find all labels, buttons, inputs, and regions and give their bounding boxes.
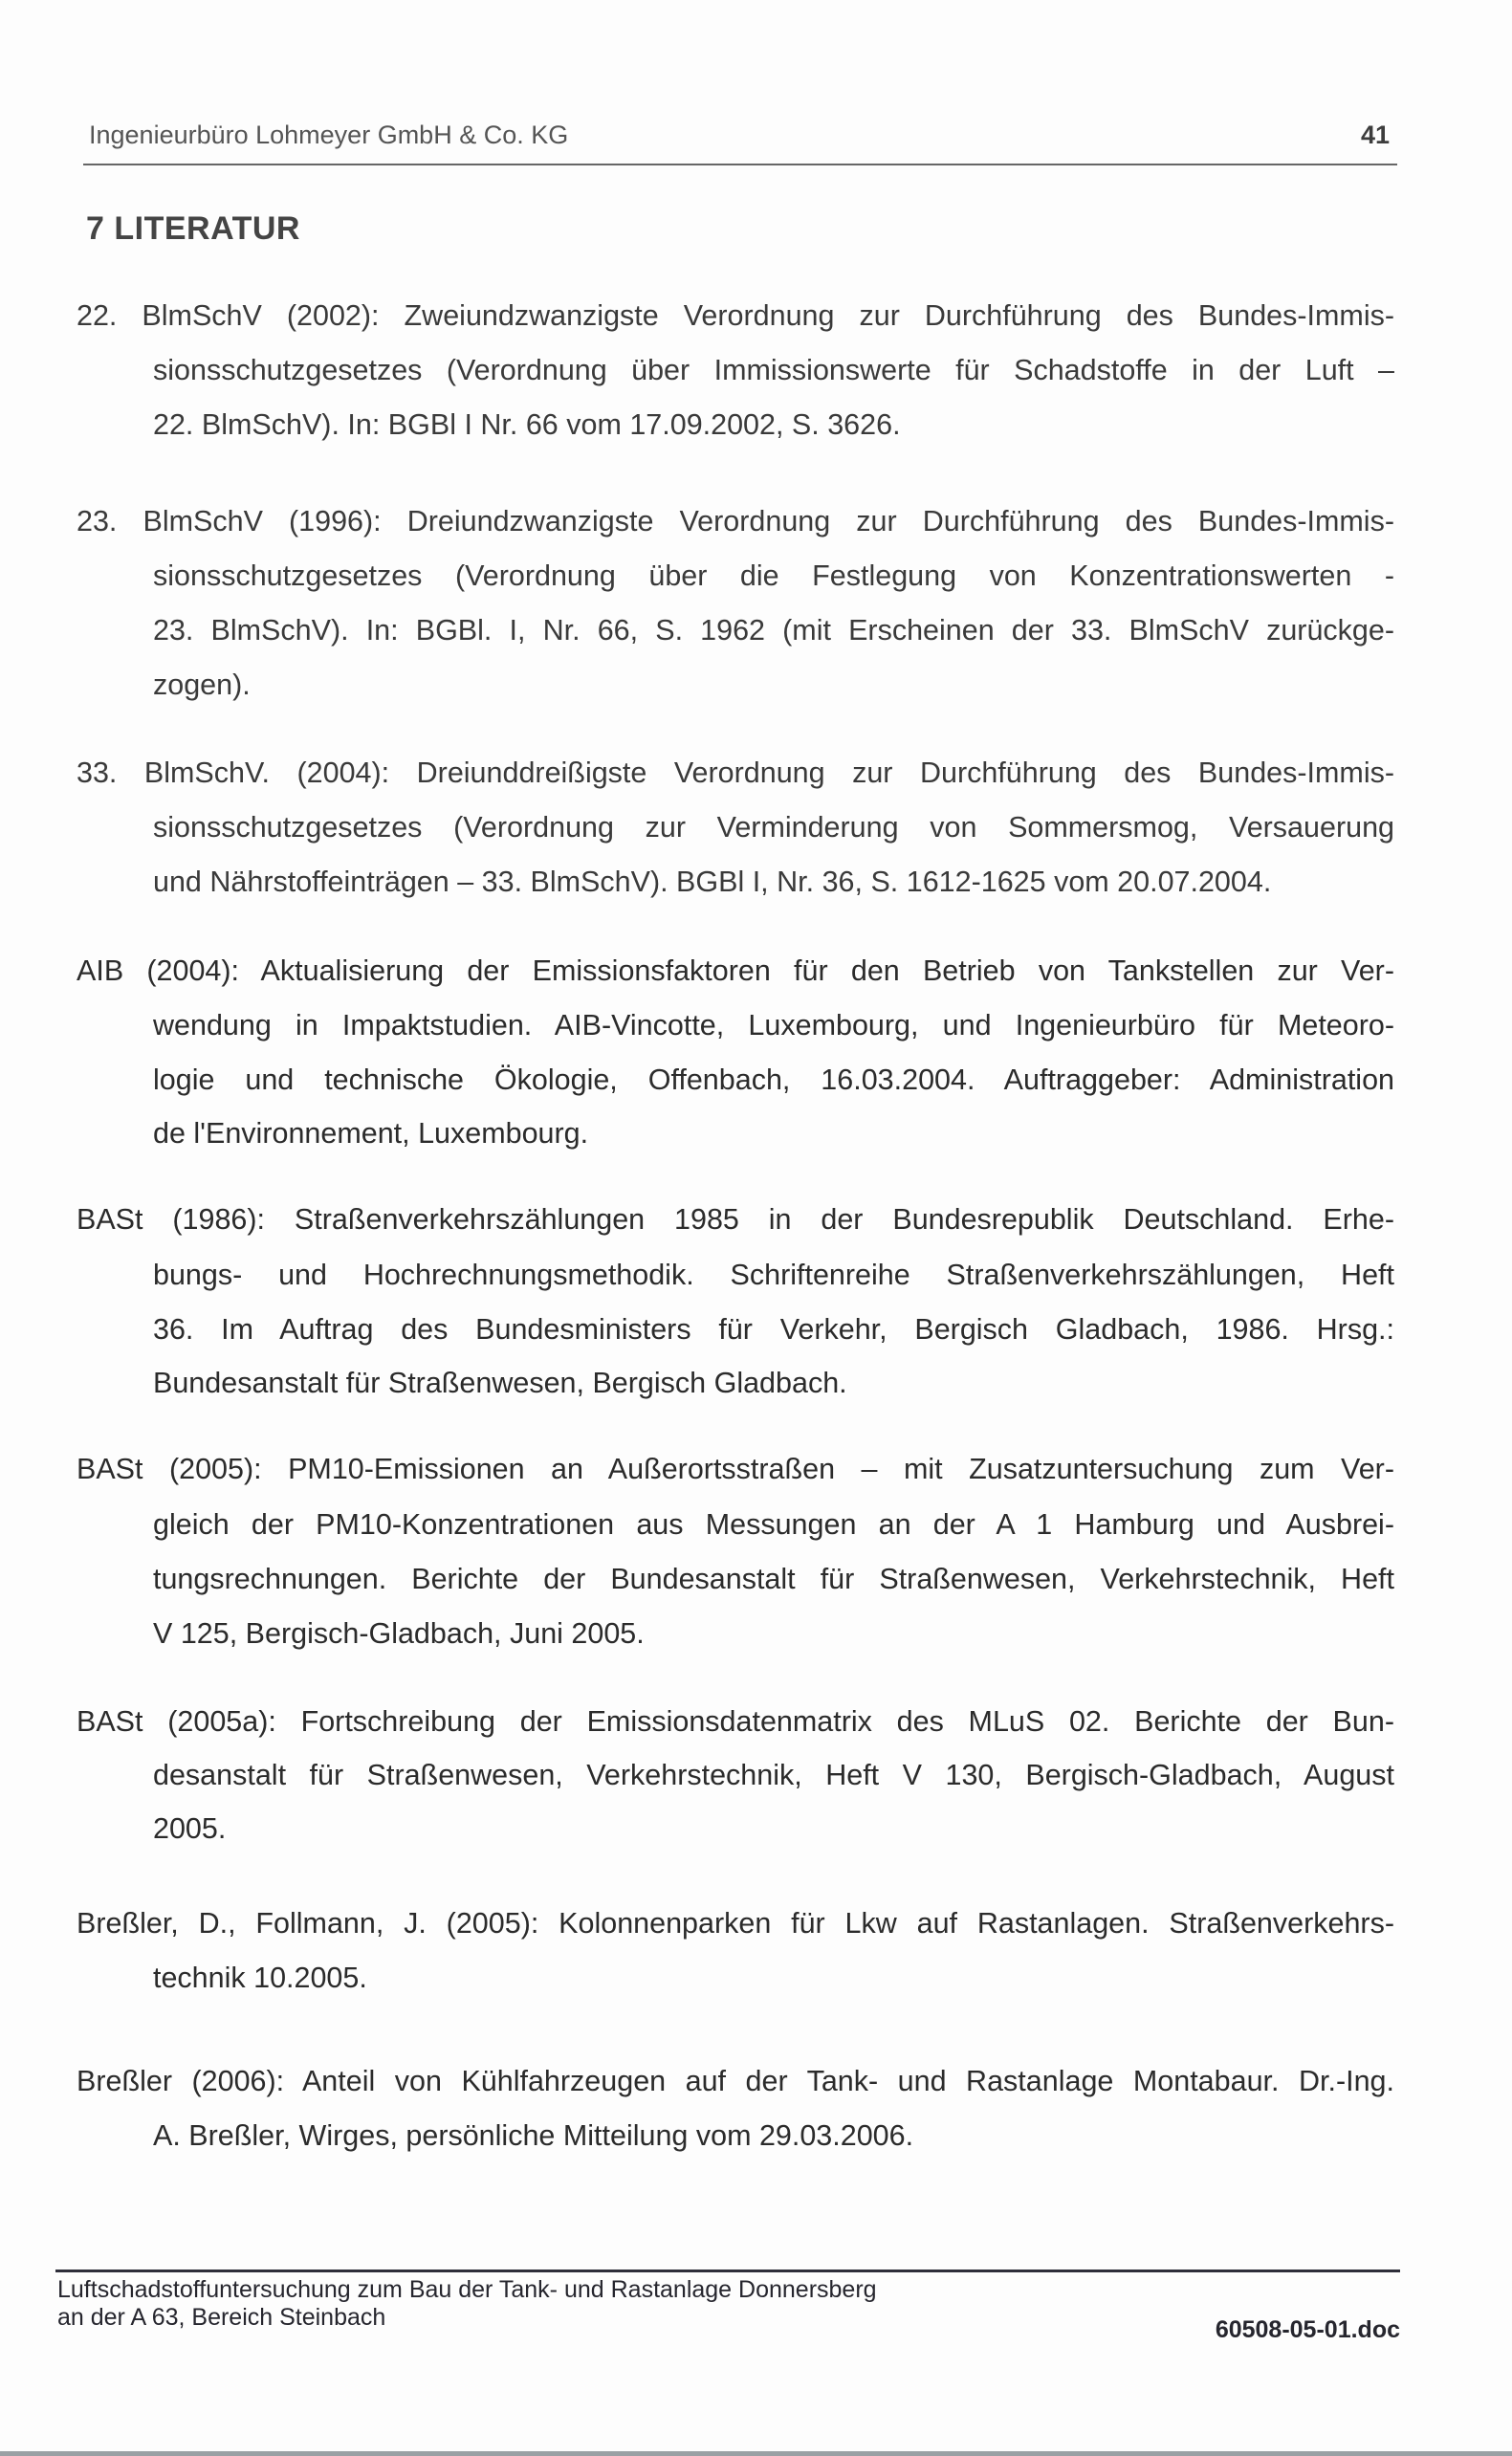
reference-line: Breßler, D., Follmann, J. (2005): Kolonnenparken für Lkw auf Rastanlagen. Straßenverkehrs- — [77, 1907, 1394, 1940]
section-title: 7 LITERATUR — [86, 210, 300, 247]
footer-project-location: an der A 63, Bereich Steinbach — [57, 2304, 386, 2331]
scan-edge — [0, 2451, 1512, 2456]
reference-line: und Nährstoffeinträgen – 33. BlmSchV). BGBl I, Nr. 36, S. 1612-1625 vom 20.07.2004. — [153, 866, 1272, 898]
reference-line: zogen). — [153, 669, 251, 701]
reference-line: bungs- und Hochrechnungsmethodik. Schriftenreihe Straßenverkehrszählungen, Heft — [153, 1259, 1394, 1291]
reference-line: de l'Environnement, Luxembourg. — [153, 1117, 589, 1150]
reference-line: 33. BlmSchV. (2004): Dreiunddreißigste Verordnung zur Durchführung des Bundes-Immis- — [77, 757, 1394, 789]
footer-project-title: Luftschadstoffuntersuchung zum Bau der Tank- und Rastanlage Donnersberg — [57, 2276, 877, 2303]
reference-line: tungsrechnungen. Berichte der Bundesanstalt für Straßenwesen, Verkehrstechnik, Heft — [153, 1563, 1394, 1595]
reference-line: AIB (2004): Aktualisierung der Emissionsfaktoren für den Betrieb von Tankstellen zur Ver- — [77, 954, 1394, 987]
page-header-company: Ingenieurbüro Lohmeyer GmbH & Co. KG — [89, 121, 569, 149]
reference-line: 36. Im Auftrag des Bundesministers für Verkehr, Bergisch Gladbach, 1986. Hrsg.: — [153, 1313, 1394, 1346]
reference-line: sionsschutzgesetzes (Verordnung über die Festlegung von Konzentrationswerten - — [153, 559, 1394, 592]
reference-line: V 125, Bergisch-Gladbach, Juni 2005. — [153, 1617, 645, 1650]
reference-line: BASt (2005a): Fortschreibung der Emissionsdatenmatrix des MLuS 02. Berichte der Bun- — [77, 1705, 1394, 1738]
reference-line: 23. BlmSchV). In: BGBl. I, Nr. 66, S. 1962 (mit Erscheinen der 33. BlmSchV zurückge- — [153, 614, 1394, 647]
reference-line: sionsschutzgesetzes (Verordnung über Immissionswerte für Schadstoffe in der Luft – — [153, 354, 1394, 386]
reference-line: 23. BlmSchV (1996): Dreiundzwanzigste Verordnung zur Durchführung des Bundes-Immis- — [77, 505, 1394, 537]
reference-line: BASt (2005): PM10-Emissionen an Außerortsstraßen – mit Zusatzuntersuchung zum Ver- — [77, 1453, 1394, 1485]
reference-line: 2005. — [153, 1812, 227, 1845]
reference-line: 22. BlmSchV). In: BGBl I Nr. 66 vom 17.09.2002, S. 3626. — [153, 408, 901, 441]
reference-line: desanstalt für Straßenwesen, Verkehrstechnik, Heft V 130, Bergisch-Gladbach, August — [153, 1759, 1394, 1791]
reference-line: logie und technische Ökologie, Offenbach, 16.03.2004. Auftraggeber: Administration — [153, 1064, 1394, 1096]
footer-divider — [55, 2270, 1400, 2272]
reference-line: gleich der PM10-Konzentrationen aus Messungen an der A 1 Hamburg und Ausbrei- — [153, 1508, 1394, 1541]
reference-line: technik 10.2005. — [153, 1962, 367, 1994]
footer-document-id: 60508-05-01.doc — [1215, 2316, 1400, 2343]
reference-line: wendung in Impaktstudien. AIB-Vincotte, Luxembourg, und Ingenieurbüro für Meteoro- — [153, 1009, 1394, 1042]
reference-line: Breßler (2006): Anteil von Kühlfahrzeugen auf der Tank- und Rastanlage Montabaur. Dr.-Ing. — [77, 2065, 1394, 2097]
reference-line: 22. BlmSchV (2002): Zweiundzwanzigste Verordnung zur Durchführung des Bundes-Immis- — [77, 299, 1394, 332]
reference-line: A. Breßler, Wirges, persönliche Mitteilung vom 29.03.2006. — [153, 2119, 914, 2152]
reference-line: sionsschutzgesetzes (Verordnung zur Verminderung von Sommersmog, Versauerung — [153, 811, 1394, 844]
header-divider — [83, 164, 1397, 165]
reference-line: Bundesanstalt für Straßenwesen, Bergisch Gladbach. — [153, 1367, 847, 1399]
reference-line: BASt (1986): Straßenverkehrszählungen 1985 in der Bundesrepublik Deutschland. Erhe- — [77, 1203, 1394, 1236]
page-number: 41 — [1360, 121, 1390, 149]
